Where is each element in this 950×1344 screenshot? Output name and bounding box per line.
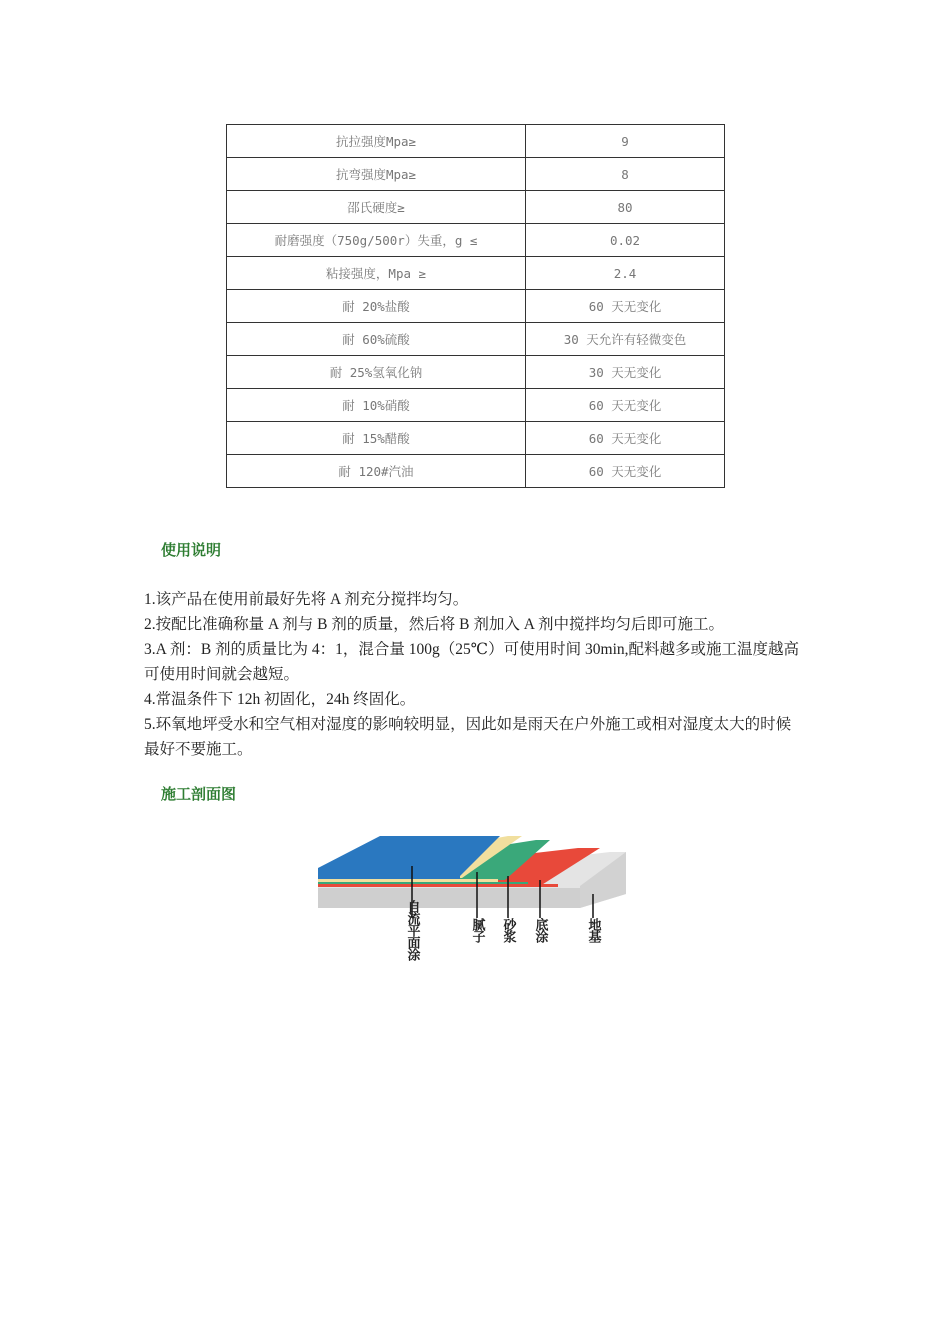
layer-label-mortar: 砂浆 bbox=[500, 918, 516, 942]
spec-row bbox=[227, 125, 725, 158]
layer-putty-front bbox=[318, 879, 498, 882]
spec-row bbox=[227, 290, 725, 323]
layer-mortar-front bbox=[318, 882, 528, 884]
cross-section-svg bbox=[300, 830, 640, 990]
usage-instructions bbox=[144, 587, 804, 762]
cross-section-heading: 施工剖面图 bbox=[161, 785, 237, 803]
spec-value-cell: 30 天无变化 bbox=[526, 356, 725, 389]
spec-row bbox=[227, 158, 725, 191]
spec-property-cell: 耐 60%硫酸 bbox=[227, 323, 526, 356]
spec-value-cell: 30 天允许有轻微变色 bbox=[526, 323, 725, 356]
layer-label-putty: 腻子 bbox=[469, 918, 485, 942]
spec-row bbox=[227, 356, 725, 389]
spec-row bbox=[227, 455, 725, 488]
spec-property-cell: 耐 25%氢氧化钠 bbox=[227, 356, 526, 389]
instruction-item: 3.A 剂：B 剂的质量比为 4：1，混合量 100g（25℃）可使用时间 30min,配料越多或施工温度越高可使用时间就会越短。 bbox=[144, 641, 800, 683]
spec-value-cell: 9 bbox=[526, 125, 725, 158]
spec-property-cell: 粘接强度，Mpa ≥ bbox=[227, 257, 526, 290]
layer-label-base: 地基 bbox=[585, 918, 601, 942]
spec-property-cell: 抗弯强度Mpa≥ bbox=[227, 158, 526, 191]
spec-property-cell: 抗拉强度Mpa≥ bbox=[227, 125, 526, 158]
spec-property-cell: 耐 10%硝酸 bbox=[227, 389, 526, 422]
instruction-item: 1.该产品在使用前最好先将 A 剂充分搅拌均匀。 bbox=[144, 591, 469, 608]
spec-property-cell: 耐 15%醋酸 bbox=[227, 422, 526, 455]
spec-value-cell: 60 天无变化 bbox=[526, 422, 725, 455]
spec-row bbox=[227, 389, 725, 422]
spec-property-cell: 耐 20%盐酸 bbox=[227, 290, 526, 323]
spec-row bbox=[227, 323, 725, 356]
spec-value-cell: 60 天无变化 bbox=[526, 455, 725, 488]
spec-property-cell: 耐 120#汽油 bbox=[227, 455, 526, 488]
spec-row bbox=[227, 422, 725, 455]
spec-value-cell: 60 天无变化 bbox=[526, 290, 725, 323]
usage-heading: 使用说明 bbox=[161, 541, 222, 559]
spec-row bbox=[227, 224, 725, 257]
spec-row bbox=[227, 257, 725, 290]
instruction-item: 5.环氧地坪受水和空气相对湿度的影响较明显，因此如是雨天在户外施工或相对湿度太大的时候最好不要施工。 bbox=[144, 716, 792, 758]
spec-value-cell: 0.02 bbox=[526, 224, 725, 257]
layer-label-primer: 底涂 bbox=[532, 918, 548, 942]
layer-topcoat-front bbox=[318, 876, 460, 879]
layer-label-topcoat: 自流平面涂 bbox=[404, 900, 420, 960]
spec-row bbox=[227, 191, 725, 224]
spec-property-cell: 耐磨强度（750g/500r）失重，g ≤ bbox=[227, 224, 526, 257]
spec-value-cell: 2.4 bbox=[526, 257, 725, 290]
instruction-item: 2.按配比准确称量 A 剂与 B 剂的质量，然后将 B 剂加入 A 剂中搅拌均匀后即可施工。 bbox=[144, 616, 724, 633]
spec-property-cell: 邵氏硬度≥ bbox=[227, 191, 526, 224]
cross-section-diagram bbox=[300, 830, 640, 990]
instruction-item: 4.常温条件下 12h 初固化，24h 终固化。 bbox=[144, 691, 416, 708]
layer-primer-front bbox=[318, 884, 558, 887]
spec-value-cell: 60 天无变化 bbox=[526, 389, 725, 422]
spec-value-cell: 8 bbox=[526, 158, 725, 191]
spec-value-cell: 80 bbox=[526, 191, 725, 224]
spec-table bbox=[226, 124, 725, 488]
